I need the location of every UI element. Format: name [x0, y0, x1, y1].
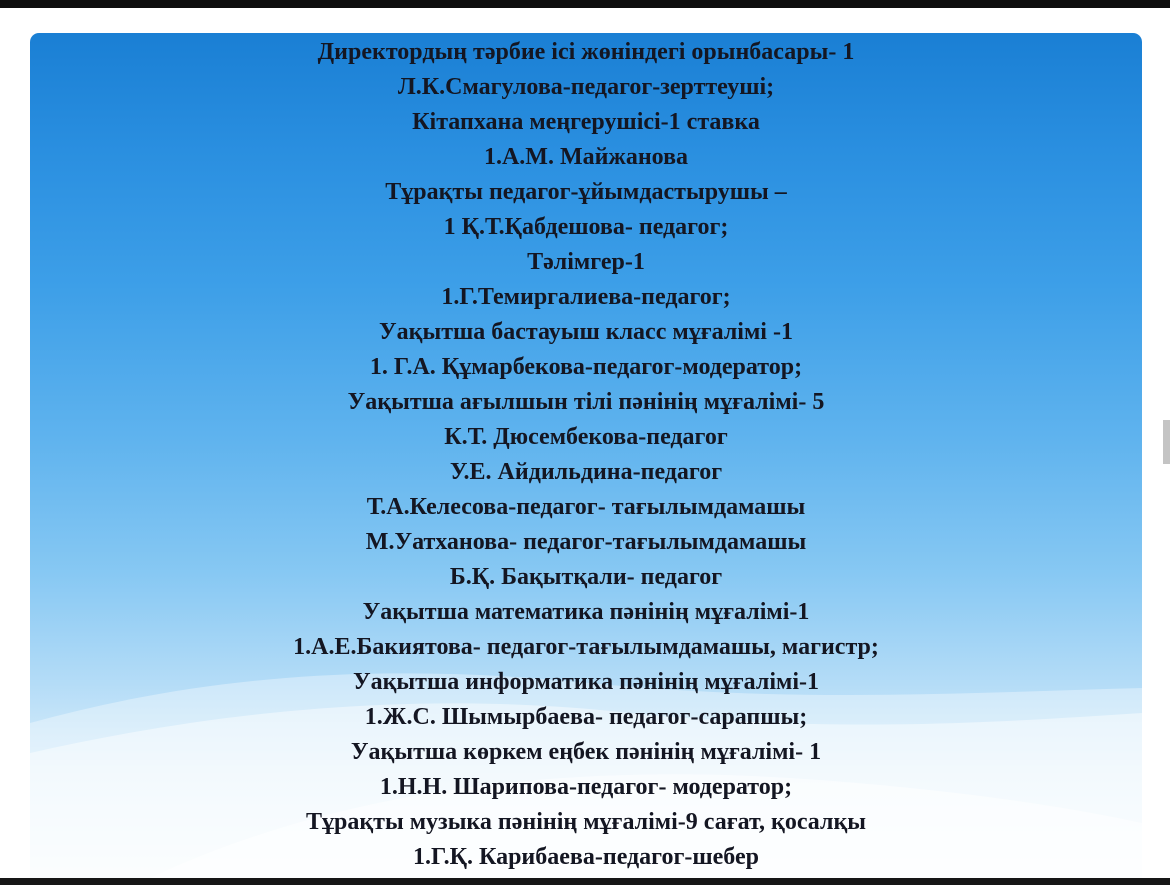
bottom-border [0, 878, 1170, 885]
slide-line-13: У.Е. Айдильдина-педагог [449, 459, 723, 485]
slide-line-23: Тұрақты музыка пәнінің мұғалімі-9 сағат, қосалқы [305, 809, 867, 835]
slide-line-3: Кітапхана меңгерушісі-1 ставка [412, 109, 760, 135]
slide-line-9: Уақытша бастауыш класс мұғалімі -1 [379, 319, 793, 345]
slide [30, 33, 1142, 878]
slide-line-22: 1.Н.Н. Шарипова-педагог- модератор; [379, 774, 793, 800]
slide-line-19: Уақытша информатика пәнінің мұғалімі-1 [352, 669, 820, 695]
slide-line-20: 1.Ж.С. Шымырбаева- педагог-сарапшы; [364, 704, 808, 730]
slide-line-15: М.Уатханова- педагог-тағылымдамашы [365, 529, 807, 555]
slide-line-18: 1.А.Е.Бакиятова- педагог-тағылымдамашы, магистр; [293, 634, 879, 660]
slide-content [30, 33, 1142, 878]
slide-line-16: Б.Қ. Бақытқали- педагог [449, 564, 723, 590]
slide-line-24: 1.Г.Қ. Карибаева-педагог-шебер [413, 844, 759, 870]
slide-line-10: 1. Г.А. Құмарбекова-педагог-модератор; [369, 354, 803, 380]
slide-line-6: 1 Қ.Т.Қабдешова- педагог; [443, 214, 729, 240]
slide-line-4: 1.А.М. Майжанова [483, 144, 689, 170]
right-edge-mark [1163, 420, 1170, 464]
slide-line-8: 1.Г.Темиргалиева-педагог; [441, 284, 731, 310]
slide-line-11: Уақытша ағылшын тілі пәнінің мұғалімі- 5 [347, 389, 825, 415]
slide-line-12: К.Т. Дюсембекова-педагог [444, 424, 728, 450]
slide-line-2: Л.К.Смагулова-педагог-зерттеуші; [397, 74, 775, 100]
slide-line-14: Т.А.Келесова-педагог- тағылымдамашы [366, 494, 806, 520]
top-border [0, 0, 1170, 8]
slide-line-5: Тұрақты педагог-ұйымдастырушы – [385, 179, 787, 205]
slide-line-7: Тәлімгер-1 [527, 249, 645, 275]
slide-line-1: Директордың тәрбие ісі жөніндегі орынбасары- 1 [317, 39, 855, 65]
slide-line-21: Уақытша көркем еңбек пәнінің мұғалімі- 1 [350, 739, 822, 765]
slide-line-17: Уақытша математика пәнінің мұғалімі-1 [362, 599, 810, 625]
